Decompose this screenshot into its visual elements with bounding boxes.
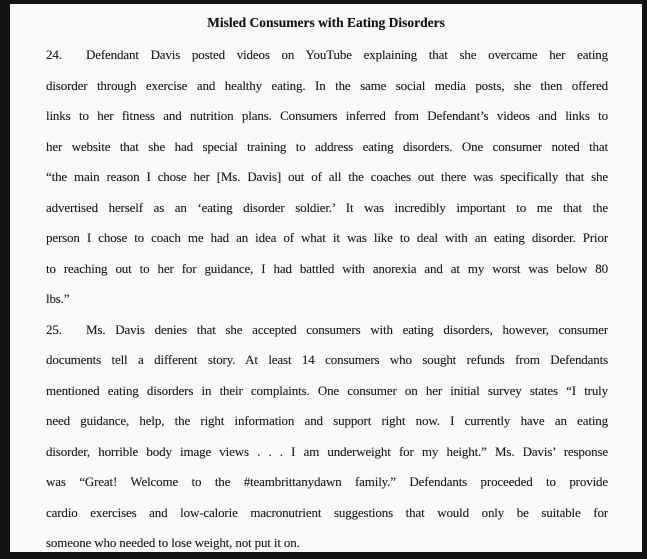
- document-page: [10, 4, 642, 552]
- text-line: disorder through exercise and healthy eating. In the same social media posts, she then offered: [46, 77, 608, 93]
- text-line: someone who needed to lose weight, not put it on.: [46, 535, 300, 550]
- text-line: mentioned eating disorders in their complaints. One consumer on her initial survey states “I truly: [46, 382, 608, 398]
- paragraph-number: 25.: [46, 321, 62, 337]
- text-line: lbs.”: [46, 291, 70, 306]
- text-line: “the main reason I chose her [Ms. Davis] out of all the coaches out there was specifically that she: [46, 169, 608, 184]
- text-line: person I chose to coach me had an idea of what it was like to deal with an eating disorder. Prior: [46, 230, 608, 245]
- text-line: 24. Defendant Davis posted videos on YouTube explaining that she overcame her eating: [46, 40, 608, 71]
- text-line: disorder, horrible body image views . . . I am underweight for my height.” Ms. Davis’ response: [46, 443, 608, 459]
- paragraph-number: 24.: [46, 47, 62, 62]
- text-line: links to her fitness and nutrition plans. Consumers inferred from Defendant’s videos and links to: [46, 108, 608, 123]
- text-line: her website that she had special training to address eating disorders. One consumer noted that: [46, 138, 608, 154]
- text-line: 25. Ms. Davis denies that she accepted consumers with eating disorders, however, consumer: [46, 315, 608, 346]
- text-line: need guidance, help, the right information and support right now. I currently have an eating: [46, 413, 608, 428]
- text-line: documents tell a different story. At least 14 consumers who sought refunds from Defendants: [46, 352, 608, 367]
- section-heading: Misled Consumers with Eating Disorders: [207, 15, 445, 30]
- document-body: [46, 40, 608, 552]
- text-line: was “Great! Welcome to the #teambrittanydawn family.” Defendants proceeded to provide: [46, 474, 608, 489]
- text-line: to reaching out to her for guidance, I had battled with anorexia and at my worst was below 80: [46, 260, 608, 276]
- text-line: advertised herself as an ‘eating disorder soldier.’ It was incredibly important to me that the: [46, 199, 608, 215]
- text-line: cardio exercises and low-calorie macronutrient suggestions that would only be suitable for: [46, 504, 608, 520]
